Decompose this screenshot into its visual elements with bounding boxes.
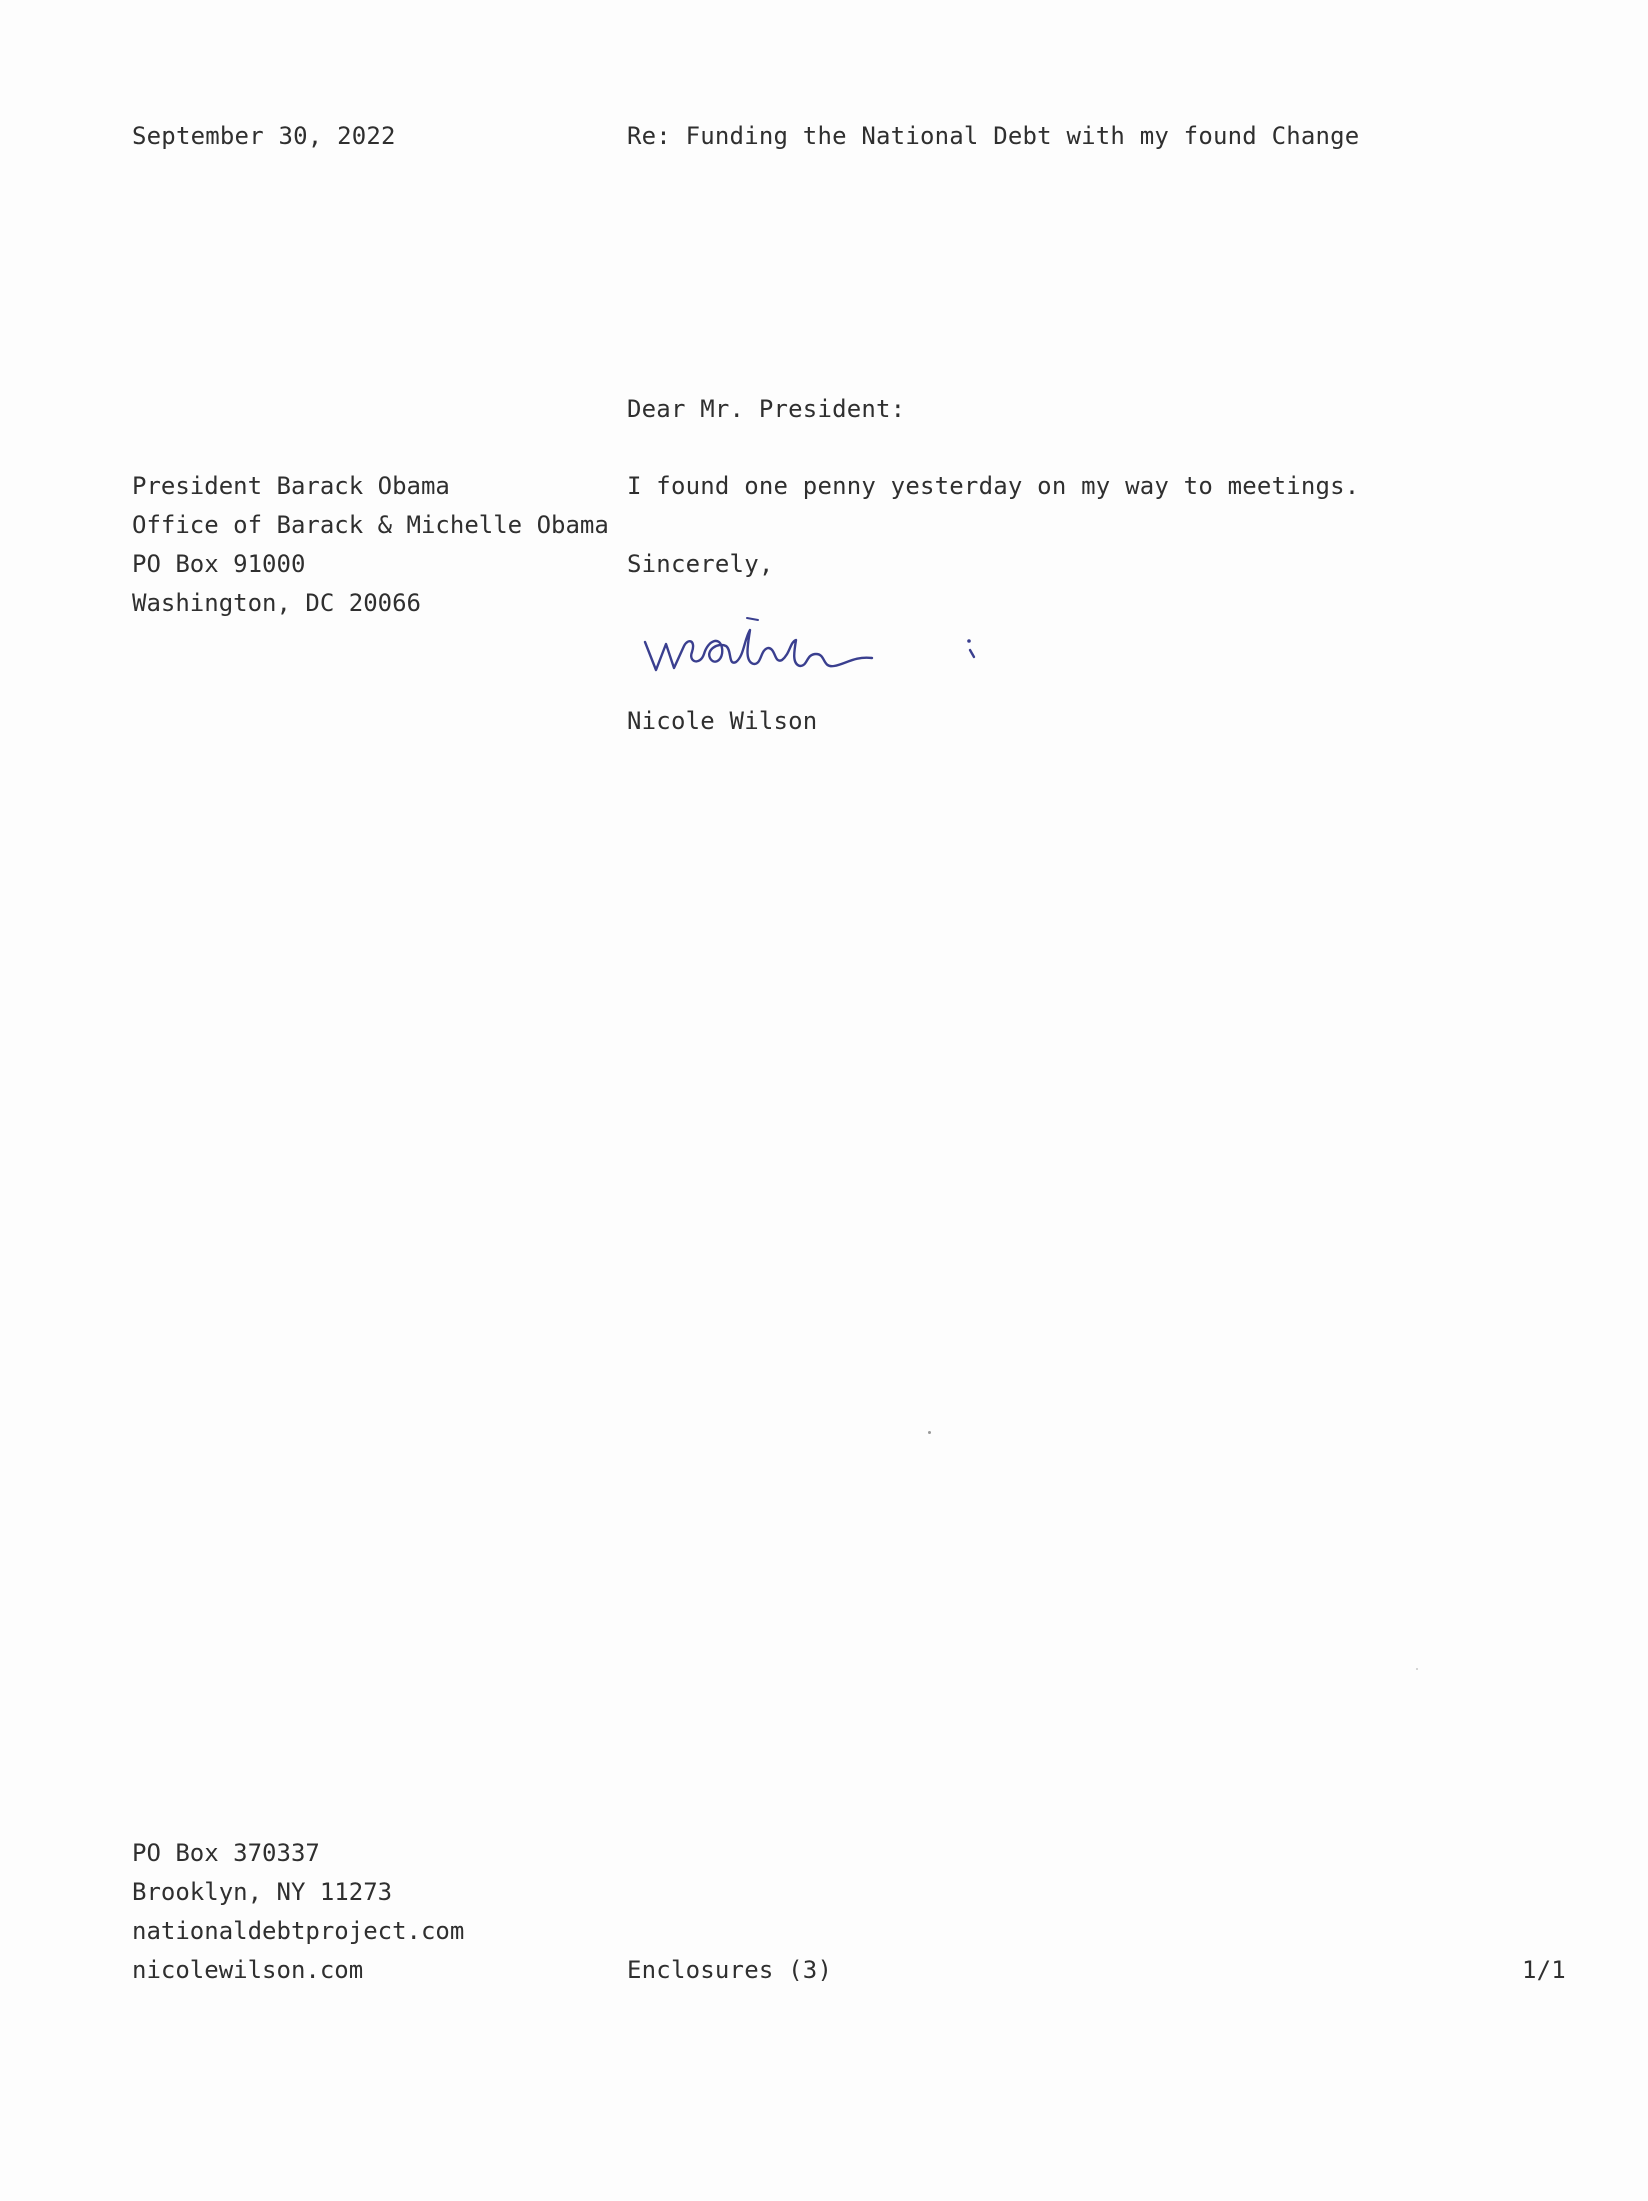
recipient-address [132,467,609,623]
salutation: Dear Mr. President: [627,395,906,423]
recipient-office: Office of Barack & Michelle Obama [132,511,609,539]
recipient-po-box: PO Box 91000 [132,550,306,578]
letter-subject: Re: Funding the National Debt with my found Change [627,122,1360,150]
letter-body: I found one penny yesterday on my way to meetings. [627,472,1360,500]
scan-speck [928,1431,931,1434]
enclosures: Enclosures (3) [627,1956,833,1984]
signer-name: Nicole Wilson [627,707,818,735]
closing: Sincerely, [627,550,774,578]
recipient-name: President Barack Obama [132,472,450,500]
page-number: 1/1 [1522,1956,1566,1984]
sender-website-project: nationaldebtproject.com [132,1917,465,1945]
scan-speck [1416,1668,1418,1670]
recipient-city: Washington, DC 20066 [132,589,421,617]
sender-po-box: PO Box 370337 [132,1839,320,1867]
handwritten-signature [640,610,990,690]
sender-city: Brooklyn, NY 11273 [132,1878,393,1906]
sender-website-personal: nicolewilson.com [132,1956,364,1984]
sender-address [132,1834,464,1990]
letter-date: September 30, 2022 [132,122,396,150]
